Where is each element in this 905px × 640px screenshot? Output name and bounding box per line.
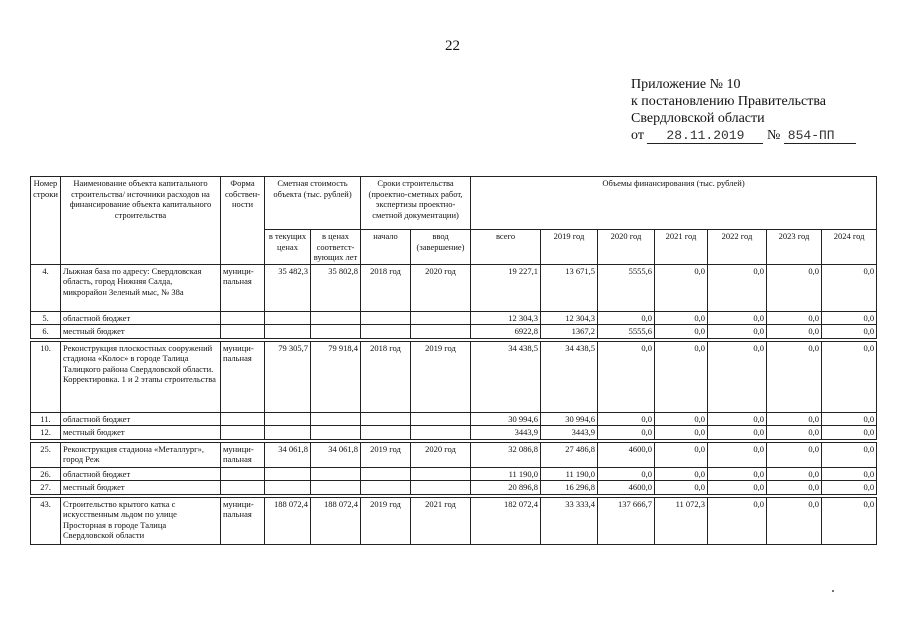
cell-2024: 0,0 [822, 481, 877, 495]
cell-cost-current: 188 072,4 [265, 497, 311, 544]
cell-2023: 0,0 [767, 341, 822, 412]
cell-completion: 2020 год [411, 264, 471, 311]
cell-row-number: 10. [31, 341, 61, 412]
appendix-date-number-line [631, 127, 856, 144]
cell-completion: 2021 год [411, 497, 471, 544]
cell-cost-years: 34 061,8 [311, 442, 361, 467]
cell-2021: 0,0 [655, 426, 708, 440]
cell-cost-years: 79 918,4 [311, 341, 361, 412]
cell-2021: 0,0 [655, 311, 708, 325]
header-completion: ввод (завершение) [411, 230, 471, 265]
header-object-name: Наименование объекта капитального строительства/ источники расходов на финансирование объекта капитального строительства [61, 177, 221, 265]
cell-2019: 11 190,0 [541, 467, 598, 481]
cell-ownership: муници- пальная [221, 264, 265, 311]
cell-row-number: 43. [31, 497, 61, 544]
cell-2019: 13 671,5 [541, 264, 598, 311]
cell-2024: 0,0 [822, 264, 877, 311]
cell-start [361, 426, 411, 440]
table-row [31, 341, 877, 412]
table-row [31, 311, 877, 325]
header-2023: 2023 год [767, 230, 822, 265]
cell-row-number: 4. [31, 264, 61, 311]
cell-2021: 0,0 [655, 325, 708, 339]
table-row [31, 325, 877, 339]
cell-completion [411, 325, 471, 339]
cell-cost-years: 35 802,8 [311, 264, 361, 311]
cell-2022: 0,0 [708, 481, 767, 495]
cell-ownership [221, 467, 265, 481]
cell-row-number: 12. [31, 426, 61, 440]
cell-start: 2019 год [361, 497, 411, 544]
cell-2020: 0,0 [598, 467, 655, 481]
scan-speck [832, 590, 834, 592]
page-number: 22 [445, 38, 460, 54]
cell-row-number: 25. [31, 442, 61, 467]
cell-2024: 0,0 [822, 497, 877, 544]
cell-2022: 0,0 [708, 341, 767, 412]
cell-2019: 3443,9 [541, 426, 598, 440]
cell-object-name: областной бюджет [61, 467, 221, 481]
cell-cost-current [265, 481, 311, 495]
cell-2020: 137 666,7 [598, 497, 655, 544]
cell-ownership [221, 412, 265, 426]
cell-2021: 0,0 [655, 442, 708, 467]
cell-completion [411, 412, 471, 426]
cell-2019: 33 333,4 [541, 497, 598, 544]
appendix-title: Приложение № 10 [631, 77, 741, 92]
cell-2019: 27 486,8 [541, 442, 598, 467]
cell-2020: 5555,6 [598, 325, 655, 339]
cell-object-name: областной бюджет [61, 412, 221, 426]
cell-cost-current [265, 412, 311, 426]
cell-total: 19 227,1 [471, 264, 541, 311]
resolution-number: 854-ПП [784, 129, 856, 144]
cell-ownership [221, 311, 265, 325]
cell-2022: 0,0 [708, 311, 767, 325]
header-2021: 2021 год [655, 230, 708, 265]
cell-2021: 11 072,3 [655, 497, 708, 544]
cell-2020: 0,0 [598, 426, 655, 440]
cell-cost-years [311, 426, 361, 440]
cell-2021: 0,0 [655, 467, 708, 481]
cell-cost-years [311, 467, 361, 481]
cell-object-name: Реконструкция плоскостных сооружений стадиона «Колос» в городе Талица Талицкого района Свердловской области. Корректировка. 1 и 2 этапы строительства [61, 341, 221, 412]
cell-ownership: муници- пальная [221, 442, 265, 467]
cell-2024: 0,0 [822, 311, 877, 325]
table-row [31, 481, 877, 495]
cell-object-name: областной бюджет [61, 311, 221, 325]
header-ownership: Форма собствен- ности [221, 177, 265, 265]
table-row [31, 467, 877, 481]
cell-row-number: 27. [31, 481, 61, 495]
cell-ownership: муници- пальная [221, 497, 265, 544]
header-current-prices: в текущих ценах [265, 230, 311, 265]
cell-ownership: муници- пальная [221, 341, 265, 412]
cell-ownership [221, 426, 265, 440]
cell-start [361, 481, 411, 495]
cell-object-name: Лыжная база по адресу: Свердловская область, город Нижняя Салда, микрорайон Зеленый мыс, № 38а [61, 264, 221, 311]
header-2024: 2024 год [822, 230, 877, 265]
table-body [31, 264, 877, 544]
cell-cost-current [265, 467, 311, 481]
header-construction-terms: Сроки строительства (проектно-сметных работ, экспертизы проектно-сметной документации) [361, 177, 471, 230]
cell-2023: 0,0 [767, 467, 822, 481]
cell-total: 182 072,4 [471, 497, 541, 544]
cell-2022: 0,0 [708, 467, 767, 481]
appendix-header [631, 76, 856, 144]
cell-cost-years [311, 325, 361, 339]
table-row [31, 264, 877, 311]
cell-total: 34 438,5 [471, 341, 541, 412]
cell-completion [411, 426, 471, 440]
table-row [31, 426, 877, 440]
cell-2020: 4600,0 [598, 481, 655, 495]
cell-2019: 34 438,5 [541, 341, 598, 412]
cell-2024: 0,0 [822, 325, 877, 339]
cell-cost-years [311, 481, 361, 495]
cell-cost-years [311, 412, 361, 426]
cell-row-number: 5. [31, 311, 61, 325]
number-label: № [766, 128, 781, 143]
cell-row-number: 26. [31, 467, 61, 481]
cell-total: 6922,8 [471, 325, 541, 339]
header-row-number: Номер строки [31, 177, 61, 265]
cell-2022: 0,0 [708, 412, 767, 426]
cell-start [361, 311, 411, 325]
cell-2020: 0,0 [598, 341, 655, 412]
cell-total: 30 994,6 [471, 412, 541, 426]
cell-total: 3443,9 [471, 426, 541, 440]
cell-2020: 0,0 [598, 311, 655, 325]
cell-2023: 0,0 [767, 442, 822, 467]
cell-2023: 0,0 [767, 325, 822, 339]
cell-2021: 0,0 [655, 341, 708, 412]
cell-total: 11 190,0 [471, 467, 541, 481]
cell-2019: 12 304,3 [541, 311, 598, 325]
header-estimated-cost: Сметная стоимость объекта (тыс. рублей) [265, 177, 361, 230]
cell-2022: 0,0 [708, 325, 767, 339]
cell-cost-years: 188 072,4 [311, 497, 361, 544]
cell-2023: 0,0 [767, 264, 822, 311]
appendix-line-2: к постановлению Правительства [631, 94, 827, 109]
header-2020: 2020 год [598, 230, 655, 265]
cell-row-number: 6. [31, 325, 61, 339]
header-corresponding-prices: в ценах соответст- вующих лет [311, 230, 361, 265]
cell-object-name: местный бюджет [61, 426, 221, 440]
cell-2019: 1367,2 [541, 325, 598, 339]
cell-start: 2018 год [361, 341, 411, 412]
cell-2019: 30 994,6 [541, 412, 598, 426]
cell-2024: 0,0 [822, 442, 877, 467]
cell-2022: 0,0 [708, 426, 767, 440]
cell-cost-current [265, 311, 311, 325]
cell-2024: 0,0 [822, 467, 877, 481]
cell-start [361, 467, 411, 481]
cell-2023: 0,0 [767, 426, 822, 440]
cell-cost-current [265, 426, 311, 440]
from-label: от [631, 128, 644, 143]
cell-2021: 0,0 [655, 412, 708, 426]
cell-cost-current: 35 482,3 [265, 264, 311, 311]
cell-2020: 5555,6 [598, 264, 655, 311]
cell-2020: 0,0 [598, 412, 655, 426]
table-row [31, 412, 877, 426]
cell-2022: 0,0 [708, 497, 767, 544]
header-start: начало [361, 230, 411, 265]
cell-object-name: местный бюджет [61, 481, 221, 495]
cell-2023: 0,0 [767, 481, 822, 495]
cell-cost-current: 79 305,7 [265, 341, 311, 412]
cell-cost-years [311, 311, 361, 325]
cell-completion: 2020 год [411, 442, 471, 467]
cell-completion [411, 481, 471, 495]
financing-table [30, 176, 877, 545]
cell-2019: 16 296,8 [541, 481, 598, 495]
header-2019: 2019 год [541, 230, 598, 265]
cell-2022: 0,0 [708, 264, 767, 311]
cell-start [361, 412, 411, 426]
header-2022: 2022 год [708, 230, 767, 265]
cell-ownership [221, 481, 265, 495]
cell-total: 12 304,3 [471, 311, 541, 325]
cell-2024: 0,0 [822, 341, 877, 412]
cell-2023: 0,0 [767, 412, 822, 426]
cell-2020: 4600,0 [598, 442, 655, 467]
cell-total: 32 086,8 [471, 442, 541, 467]
table-row [31, 442, 877, 467]
cell-cost-current: 34 061,8 [265, 442, 311, 467]
cell-completion: 2019 год [411, 341, 471, 412]
cell-cost-current [265, 325, 311, 339]
cell-completion [411, 467, 471, 481]
cell-start [361, 325, 411, 339]
cell-completion [411, 311, 471, 325]
appendix-line-3: Свердловской области [631, 111, 765, 126]
header-total: всего [471, 230, 541, 265]
cell-ownership [221, 325, 265, 339]
cell-2024: 0,0 [822, 426, 877, 440]
cell-total: 20 896,8 [471, 481, 541, 495]
cell-2021: 0,0 [655, 481, 708, 495]
table-row [31, 497, 877, 544]
cell-2023: 0,0 [767, 497, 822, 544]
cell-2022: 0,0 [708, 442, 767, 467]
cell-start: 2019 год [361, 442, 411, 467]
cell-2021: 0,0 [655, 264, 708, 311]
cell-object-name: местный бюджет [61, 325, 221, 339]
cell-object-name: Реконструкция стадиона «Металлург», город Реж [61, 442, 221, 467]
cell-start: 2018 год [361, 264, 411, 311]
header-financing: Объемы финансирования (тыс. рублей) [471, 177, 877, 230]
cell-row-number: 11. [31, 412, 61, 426]
cell-object-name: Строительство крытого катка с искусственным льдом по улице Просторная в городе Талица Свердловской области [61, 497, 221, 544]
cell-2023: 0,0 [767, 311, 822, 325]
resolution-date: 28.11.2019 [647, 129, 763, 144]
cell-2024: 0,0 [822, 412, 877, 426]
